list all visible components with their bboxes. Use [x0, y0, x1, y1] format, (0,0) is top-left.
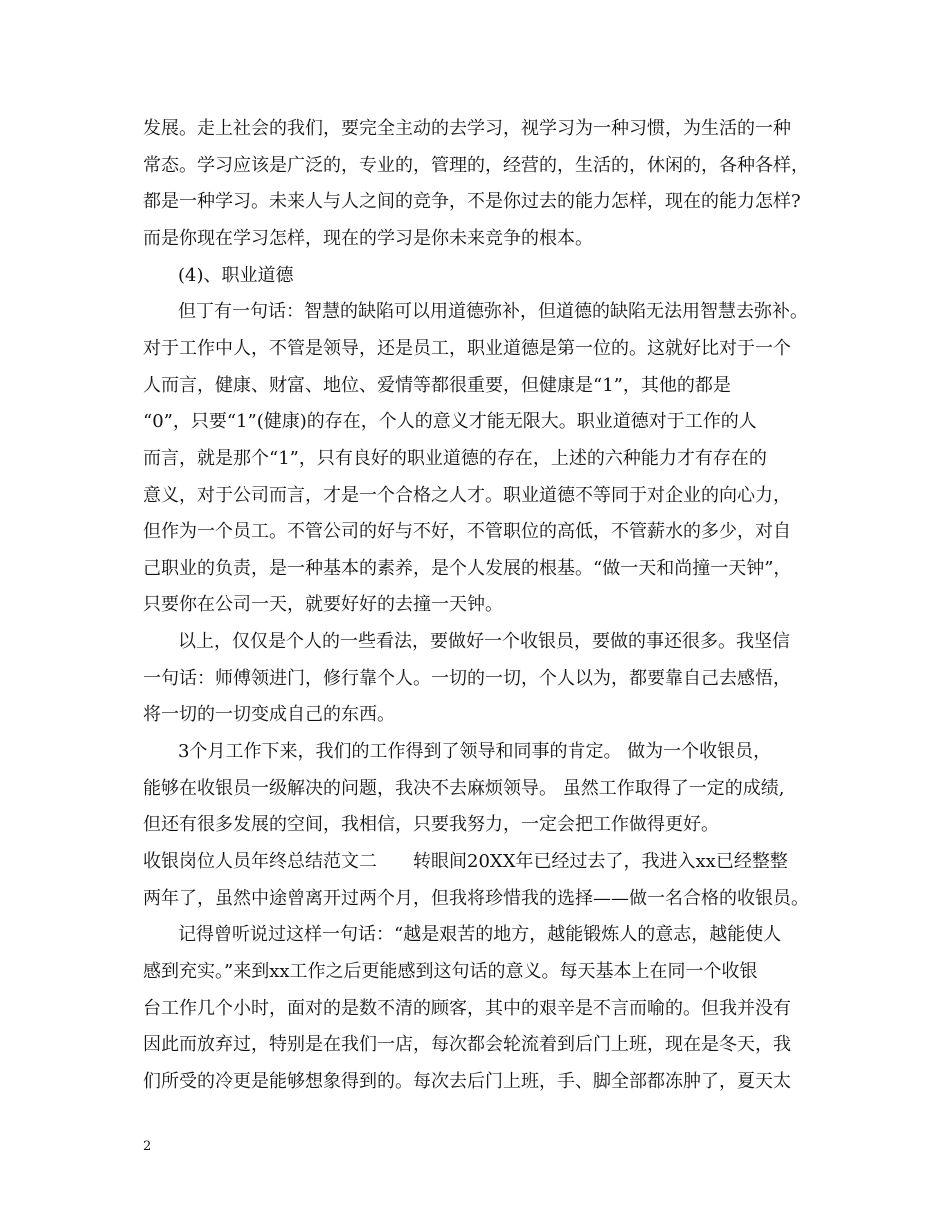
text-line: 而是你现在学习怎样，现在的学习是你未来竞争的根本。: [143, 228, 593, 249]
text-line: 发展。走上社会的我们，要完全主动的去学习，视学习为一种习惯，为生活的一种: [143, 118, 791, 139]
text-line: 己职业的负责，是一种基本的素养，是个人发展的根基。“做一天和尚撞一天钟”，: [143, 558, 792, 579]
text-line: 人而言，健康、财富、地位、爱情等都很重要，但健康是“1”，其他的都是: [143, 375, 731, 396]
text-line: 但丁有一句话：智慧的缺陷可以用道德弥补，但道德的缺陷无法用智慧去弥补。: [178, 301, 808, 322]
text-line: 记得曾听说过这样一句话：“越是艰苦的地方，越能锻炼人的意志，越能使人: [178, 924, 782, 945]
text-line: 3个月工作下来，我们的工作得到了领导和同事的肯定。 做为一个收银员，: [178, 741, 772, 762]
text-line: 对于工作中人，不管是领导，还是员工，职业道德是第一位的。这就好比对于一个: [143, 338, 791, 359]
text-line: 两年了，虽然中途曾离开过两个月，但我将珍惜我的选择——做一名合格的收银员。: [143, 888, 809, 909]
text-line: 但作为一个员工。不管公司的好与不好，不管职位的高低，不管薪水的多少，对自: [143, 521, 791, 542]
text-line: 台工作几个小时，面对的是数不清的顾客，其中的艰辛是不言而喻的。但我并没有: [143, 998, 791, 1019]
text-line: “0”，只要“1”(健康)的存在，个人的意义才能无限大。职业道德对于工作的人: [143, 411, 757, 432]
text-line: 而言，就是那个“1”，只有良好的职业道德的存在，上述的六种能力才有存在的: [143, 448, 767, 469]
text-line: 将一切的一切变成自己的东西。: [143, 704, 395, 725]
text-line: 能够在收银员一级解决的问题，我决不去麻烦领导。 虽然工作取得了一定的成绩,: [143, 778, 785, 799]
page-number: 2: [143, 1139, 152, 1154]
text-line: 因此而放弃过，特别是在我们一店，每次都会轮流着到后门上班，现在是冬天，我: [143, 1034, 791, 1055]
text-line: 一句话：师傅领进门，修行靠个人。一切的一切，个人以为，都要靠自己去感悟，: [143, 668, 791, 689]
text-line: 但还有很多发展的空间，我相信，只要我努力，一定会把工作做得更好。: [143, 814, 719, 835]
text-line: 以上，仅仅是个人的一些看法，要做好一个收银员，要做的事还很多。我坚信: [178, 631, 790, 652]
text-line: 感到充实。”来到xx工作之后更能感到这句话的意义。每天基本上在同一个收银: [143, 961, 758, 982]
text-line: 都是一种学习。未来人与人之间的竞争，不是你过去的能力怎样，现在的能力怎样?: [143, 191, 801, 212]
text-line: 们所受的冷更是能够想象得到的。每次去后门上班，手、脚全部都冻肿了，夏天太: [143, 1071, 791, 1092]
text-line: 意义，对于公司而言，才是一个合格之人才。职业道德不等同于对企业的向心力，: [143, 485, 791, 506]
section-heading: (4)、职业道德: [178, 265, 294, 286]
text-line: 收银岗位人员年终总结范文二 转眼间20XX年已经过去了，我进入xx已经整整: [143, 851, 788, 872]
text-line: 常态。学习应该是广泛的，专业的，管理的，经营的，生活的，休闲的，各种各样，: [143, 155, 809, 176]
text-line: 只要你在公司一天，就要好好的去撞一天钟。: [143, 594, 503, 615]
